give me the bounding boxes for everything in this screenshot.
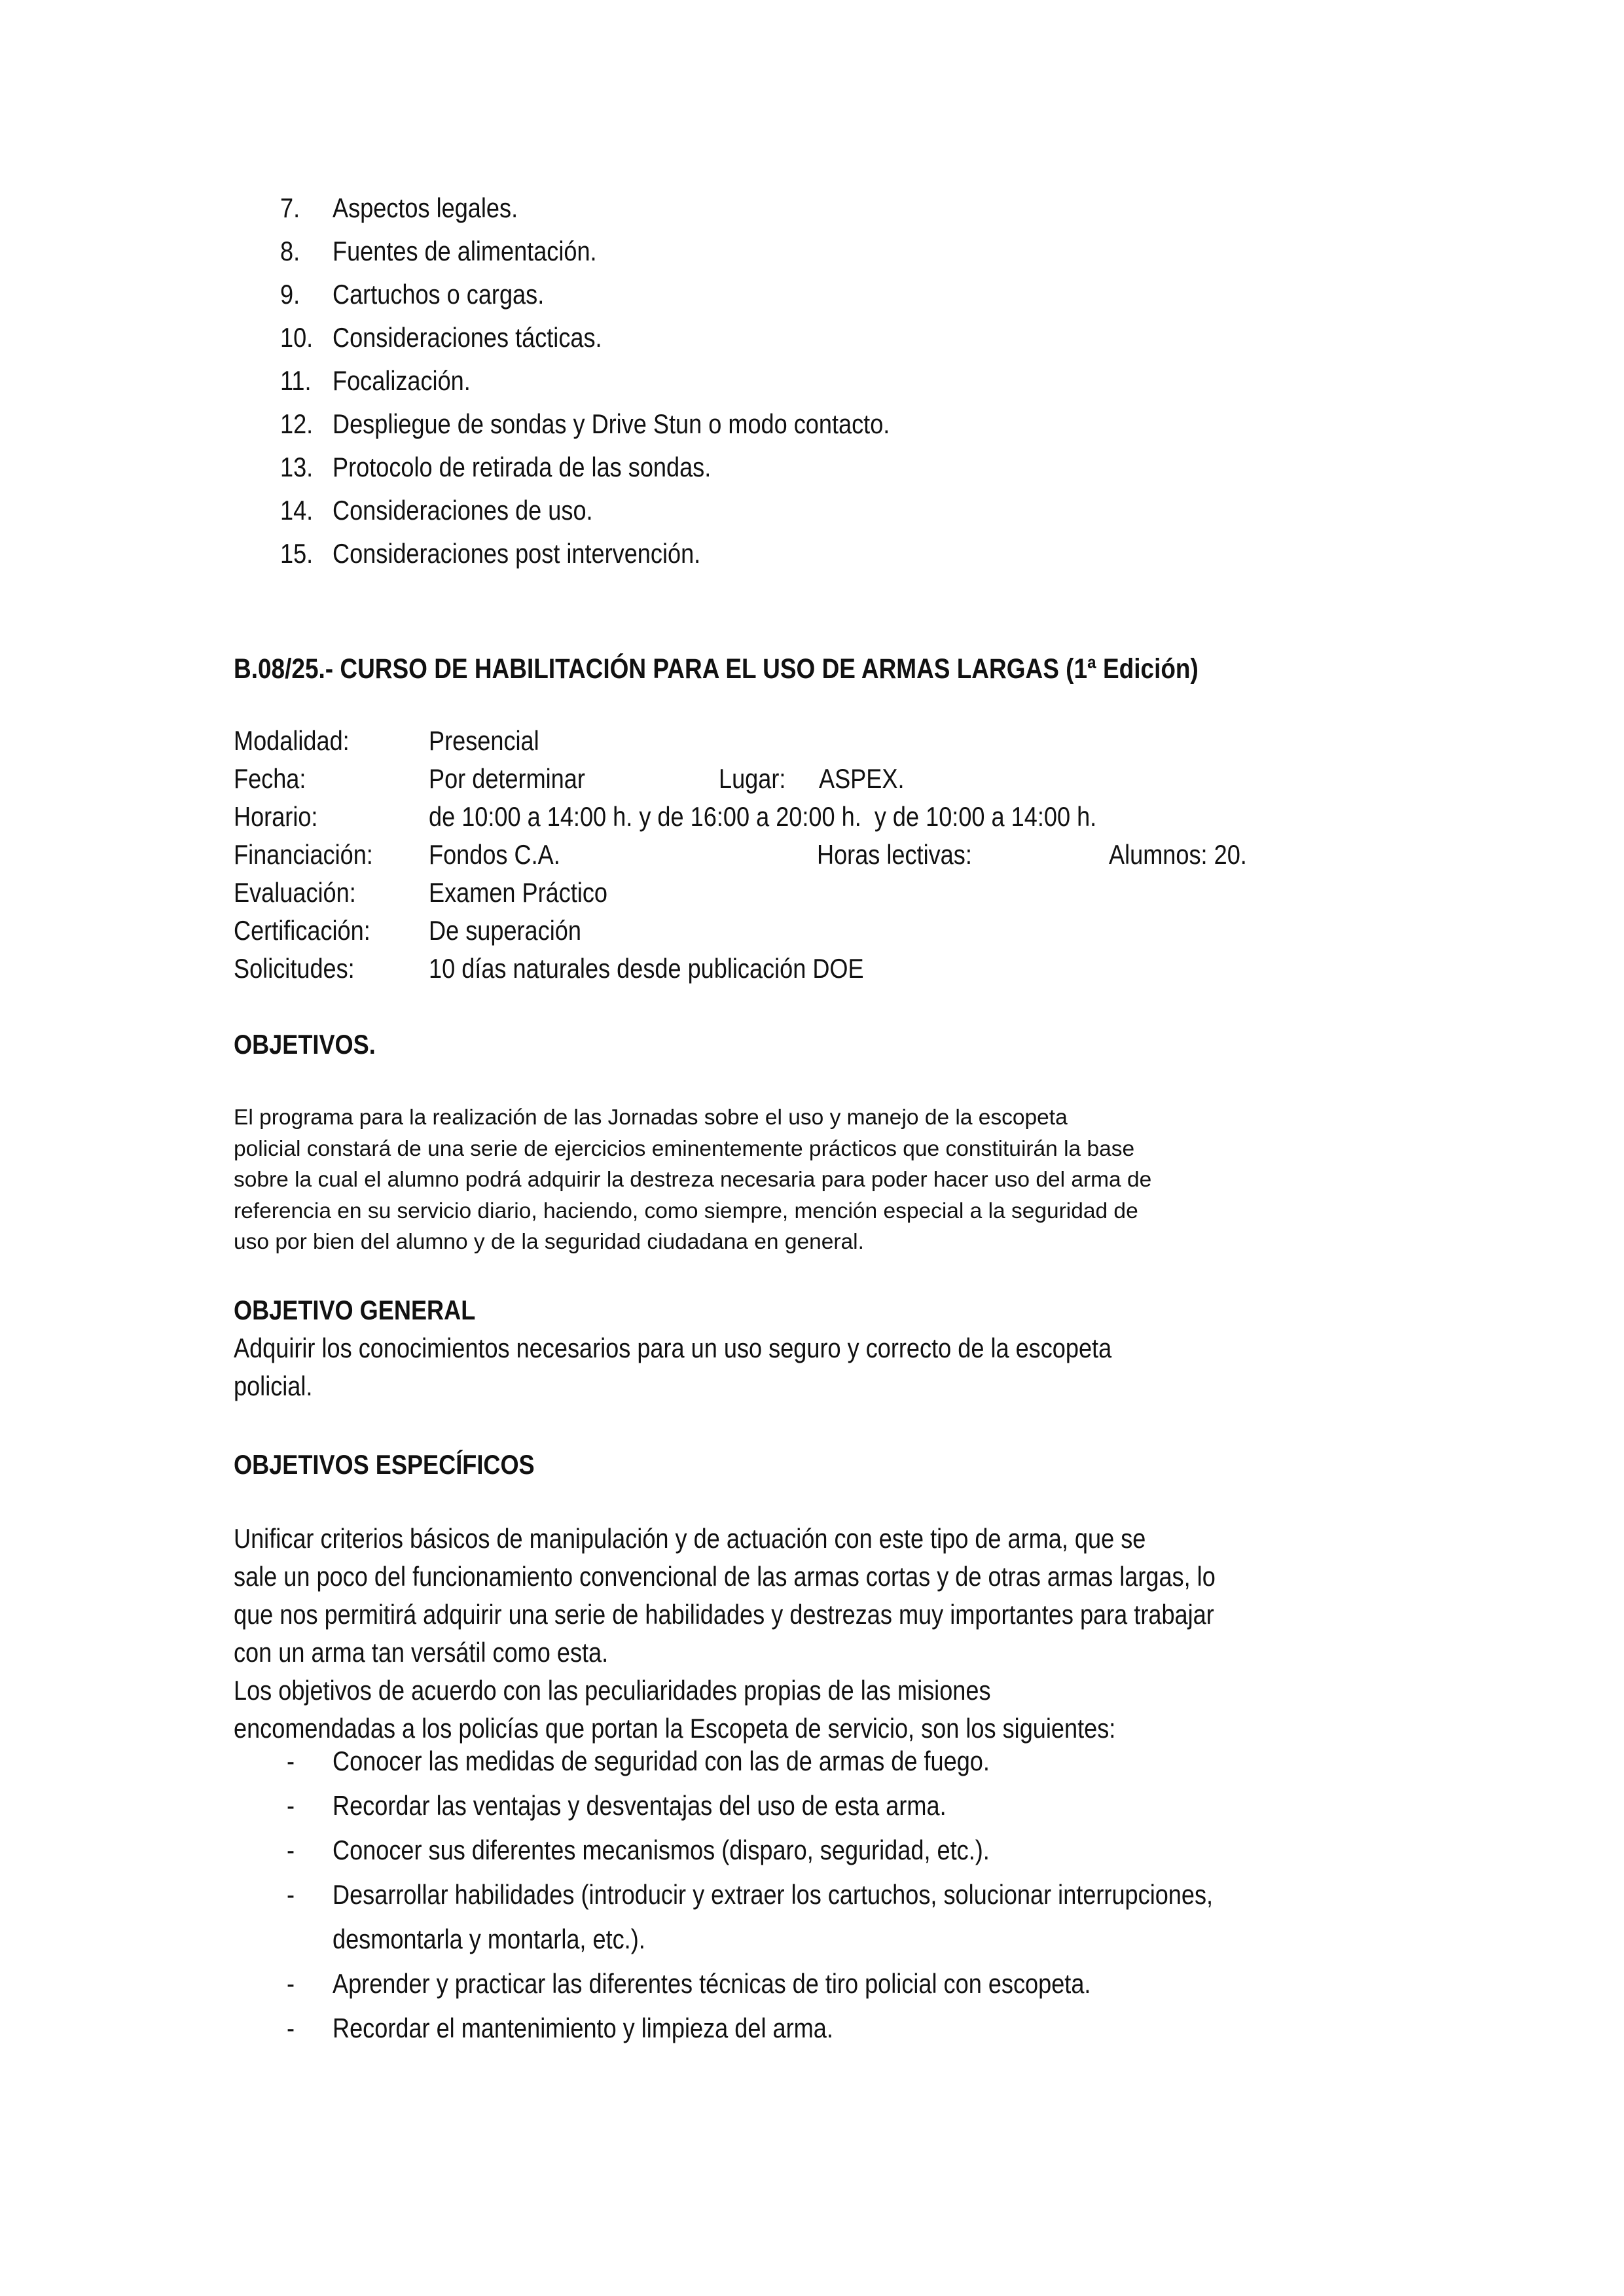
- bullet-text: Desarrollar habilidades (introducir y extraer los cartuchos, solucionar interrupciones,: [333, 1879, 1214, 1910]
- objetivos-intro: [234, 1102, 1151, 1258]
- bullet-text: Recordar las ventajas y desventajas del uso de esta arma.: [333, 1790, 947, 1821]
- item-text: Consideraciones tácticas.: [333, 322, 602, 353]
- objetivo-general-heading: OBJETIVO GENERAL: [234, 1295, 476, 1325]
- item-number: 15.: [280, 538, 314, 569]
- solicitudes-value: 10 días naturales desde publicación DOE: [429, 953, 864, 984]
- intro-line: El programa para la realización de las Jornadas sobre el uso y manejo de la escopeta: [234, 1105, 1068, 1130]
- financiacion-value: Fondos C.A.: [429, 839, 560, 870]
- dash-bullet-icon: -: [287, 1968, 295, 1999]
- lugar-label: Lugar:: [719, 763, 786, 794]
- alumnos-label: Alumnos: 20.: [1109, 839, 1247, 870]
- paragraph-line: Adquirir los conocimientos necesarios para un uso seguro y correcto de la escopeta: [234, 1333, 1112, 1363]
- bullet-text: Aprender y practicar las diferentes técnicas de tiro policial con escopeta.: [333, 1968, 1091, 1999]
- intro-line: sobre la cual el alumno podrá adquirir la destreza necesaria para poder hacer uso del arma de: [234, 1168, 1152, 1192]
- bullet-text: Conocer sus diferentes mecanismos (disparo, seguridad, etc.).: [333, 1835, 990, 1865]
- certificacion-value: De superación: [429, 915, 581, 946]
- item-text: Fuentes de alimentación.: [333, 236, 597, 266]
- item-text: Focalización.: [333, 365, 471, 396]
- item-number: 7.: [280, 192, 300, 223]
- bullet-text-continued: desmontarla y montarla, etc.).: [333, 1924, 645, 1954]
- item-number: 13.: [280, 452, 314, 482]
- intro-line: uso por bien del alumno y de la seguridad ciudadana en general.: [234, 1230, 864, 1254]
- objetivo-general-text: [234, 1333, 1255, 1408]
- dash-bullet-icon: -: [287, 1746, 295, 1776]
- evaluacion-value: Examen Práctico: [429, 877, 608, 908]
- item-text: Despliegue de sondas y Drive Stun o modo contacto.: [333, 408, 890, 439]
- paragraph-line: encomendadas a los policías que portan la Escopeta de servicio, son los siguientes:: [234, 1713, 1116, 1744]
- objetivos-especificos-heading: OBJETIVOS ESPECÍFICOS: [234, 1449, 535, 1480]
- modalidad-label: Modalidad:: [234, 725, 350, 756]
- horas-lectivas-label: Horas lectivas:: [817, 839, 972, 870]
- modalidad-value: Presencial: [429, 725, 539, 756]
- item-number: 8.: [280, 236, 300, 266]
- objetivos-especificos-paragraph-1: [234, 1523, 1375, 1751]
- paragraph-line: que nos permitirá adquirir una serie de habilidades y destrezas muy importantes para trabajar: [234, 1599, 1214, 1630]
- intro-line: policial constará de una serie de ejercicios eminentemente prácticos que constituirán la base: [234, 1136, 1135, 1161]
- item-number: 12.: [280, 408, 314, 439]
- item-text: Protocolo de retirada de las sondas.: [333, 452, 712, 482]
- paragraph-line: Los objetivos de acuerdo con las peculiaridades propias de las misiones: [234, 1675, 991, 1706]
- bullet-text: Recordar el mantenimiento y limpieza del arma.: [333, 2013, 833, 2043]
- horario-label: Horario:: [234, 801, 318, 832]
- financiacion-label: Financiación:: [234, 839, 373, 870]
- objetivos-heading: OBJETIVOS.: [234, 1029, 376, 1060]
- lugar-value: ASPEX.: [819, 763, 905, 794]
- course-title: B.08/25.- CURSO DE HABILITACIÓN PARA EL USO DE ARMAS LARGAS (1ª Edición): [234, 653, 1199, 685]
- item-text: Cartuchos o cargas.: [333, 279, 545, 310]
- paragraph-line: Unificar criterios básicos de manipulación y de actuación con este tipo de arma, que se: [234, 1523, 1146, 1554]
- paragraph-line: con un arma tan versátil como esta.: [234, 1637, 609, 1668]
- item-number: 11.: [280, 365, 312, 396]
- item-number: 14.: [280, 495, 314, 526]
- fecha-value: Por determinar: [429, 763, 585, 794]
- paragraph-line: policial.: [234, 1371, 313, 1401]
- solicitudes-label: Solicitudes:: [234, 953, 355, 984]
- bullet-text: Conocer las medidas de seguridad con las de armas de fuego.: [333, 1746, 990, 1776]
- item-number: 10.: [280, 322, 314, 353]
- evaluacion-label: Evaluación:: [234, 877, 356, 908]
- intro-line: referencia en su servicio diario, haciendo, como siempre, mención especial a la seguridad de: [234, 1198, 1138, 1223]
- item-text: Consideraciones de uso.: [333, 495, 593, 526]
- dash-bullet-icon: -: [287, 2013, 295, 2043]
- certificacion-label: Certificación:: [234, 915, 370, 946]
- item-number: 9.: [280, 279, 300, 310]
- horario-value: de 10:00 a 14:00 h. y de 16:00 a 20:00 h. y de 10:00 a 14:00 h.: [429, 801, 1097, 832]
- paragraph-line: sale un poco del funcionamiento convencional de las armas cortas y de otras armas largas, lo: [234, 1561, 1216, 1592]
- item-text: Aspectos legales.: [333, 192, 518, 223]
- dash-bullet-icon: -: [287, 1790, 295, 1821]
- fecha-label: Fecha:: [234, 763, 306, 794]
- dash-bullet-icon: -: [287, 1879, 295, 1910]
- item-text: Consideraciones post intervención.: [333, 538, 701, 569]
- dash-bullet-icon: -: [287, 1835, 295, 1865]
